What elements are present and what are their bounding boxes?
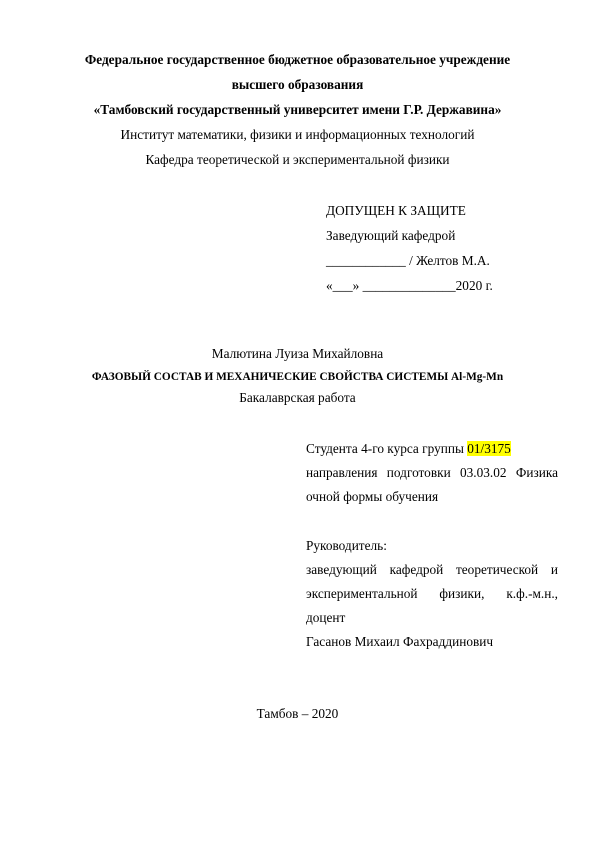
group-number-highlight: 01/3175 (467, 441, 511, 456)
author-name: Малютина Луиза Михайловна (211, 346, 384, 361)
university-name: «Тамбовский государственный университет имени Г.Р. Державина» (93, 102, 502, 117)
work-type: Бакалаврская работа (239, 390, 356, 405)
supervisor-position-line1: заведующий кафедрой теоретической и (306, 562, 558, 577)
institute-name: Институт математики, физики и информационных технологий (120, 127, 475, 142)
ministry-line: Федеральное государственное бюджетное образовательное учреждение (84, 52, 511, 67)
supervisor-title: доцент (306, 610, 346, 625)
approval-position: Заведующий кафедрой (326, 228, 456, 243)
student-group-line (306, 441, 511, 457)
thesis-title: ФАЗОВЫЙ СОСТАВ И МЕХАНИЧЕСКИЕ СВОЙСТВА СИСТЕМЫ Al-Mg-Mn (91, 371, 504, 383)
supervisor-position-line2: экспериментальной физики, к.ф.-м.н., (306, 586, 558, 601)
student-study-form: очной формы обучения (306, 489, 439, 504)
approval-signature: ____________ / Желтов М.А. (326, 253, 490, 268)
city-year: Тамбов – 2020 (256, 706, 339, 721)
student-group-prefix: Студента 4-го курса группы (306, 441, 468, 456)
supervisor-name: Гасанов Михаил Фахраддинович (306, 634, 494, 649)
education-level-line: высшего образования (231, 77, 364, 92)
department-name: Кафедра теоретической и экспериментальной физики (145, 152, 450, 167)
approval-title: ДОПУЩЕН К ЗАЩИТЕ (326, 203, 466, 218)
supervisor-label: Руководитель: (306, 538, 387, 553)
approval-date: «___» ______________2020 г. (326, 278, 493, 293)
student-direction: направления подготовки 03.03.02 Физика (306, 465, 558, 480)
